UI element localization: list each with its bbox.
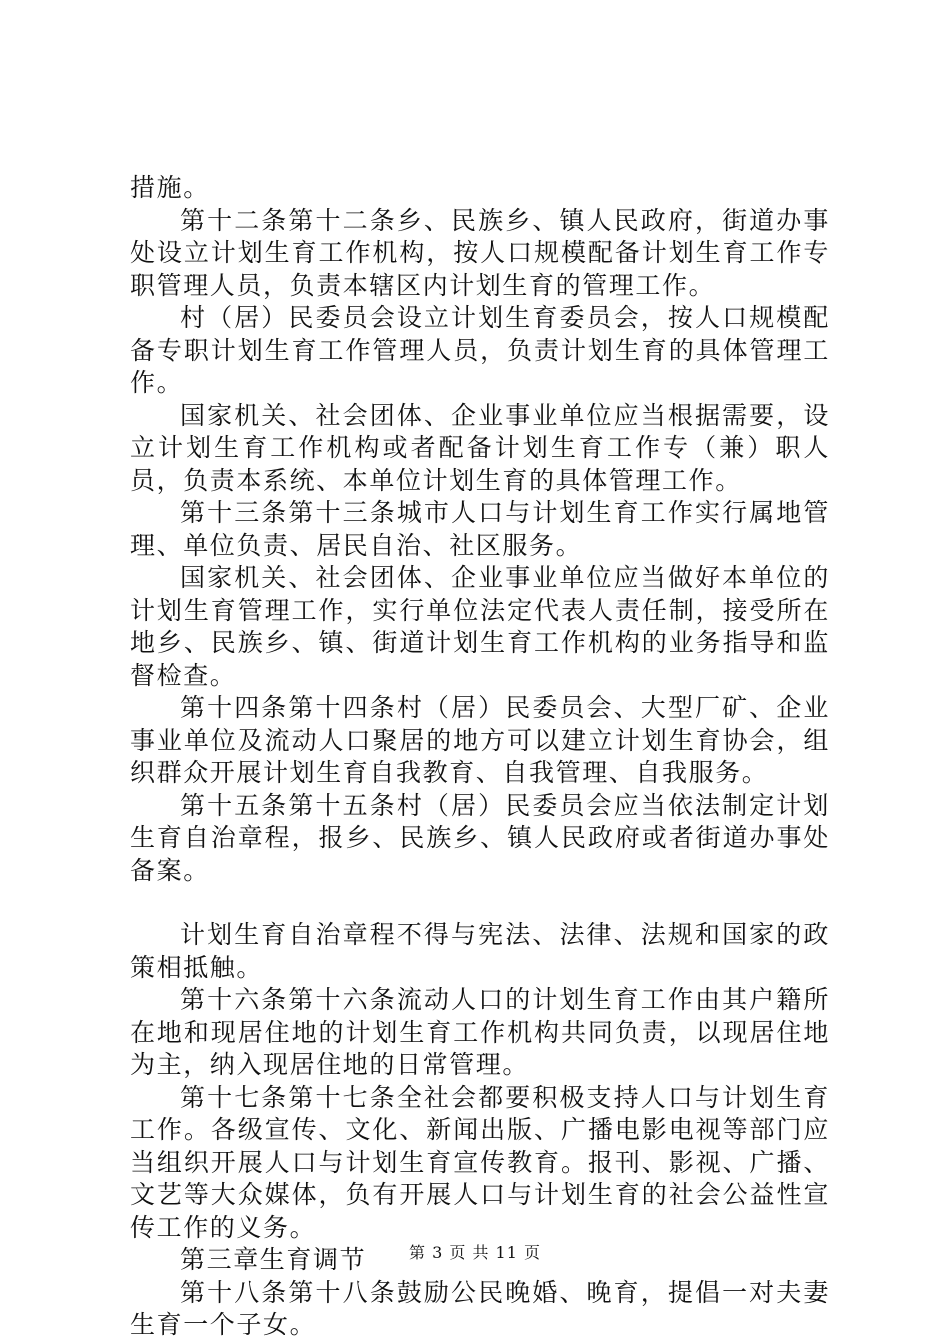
paragraph-article-17: 第十七条第十七条全社会都要积极支持人口与计划生育工作。各级宣传、文化、新闻出版、广播电影电视等部门应当组织开展人口与计划生育宣传教育。报刊、影视、广播、文艺等大众媒体，负有开展人口与计划生育的社会公益性宣传工作的义务。 [130,1082,830,1242]
paragraph-autonomy-charter: 计划生育自治章程不得与宪法、法律、法规和国家的政策相抵触。 [130,920,830,982]
paragraph-measures: 措施。 [130,173,210,202]
paragraph-article-16: 第十六条第十六条流动人口的计划生育工作由其户籍所在地和现居住地的计划生育工作机构共同负责，以现居住地为主，纳入现居住地的日常管理。 [130,985,830,1079]
document-body [130,172,830,1342]
paragraph-village-committee: 村（居）民委员会设立计划生育委员会，按人口规模配备专职计划生育工作管理人员，负责计划生育的具体管理工作。 [130,303,830,397]
paragraph-article-13: 第十三条第十三条城市人口与计划生育工作实行属地管理、单位负责、居民自治、社区服务。 [130,498,830,560]
paragraph-article-15: 第十五条第十五条村（居）民委员会应当依法制定计划生育自治章程，报乡、民族乡、镇人民政府或者街道办事处备案。 [130,790,830,885]
paragraph-article-14: 第十四条第十四条村（居）民委员会、大型厂矿、企业事业单位及流动人口聚居的地方可以建立计划生育协会，组织群众开展计划生育自我教育、自我管理、自我服务。 [130,693,830,787]
paragraph-article-12: 第十二条第十二条乡、民族乡、镇人民政府，街道办事处设立计划生育工作机构，按人口规模配备计划生育工作专职管理人员，负责本辖区内计划生育的管理工作。 [130,205,830,300]
chapter-heading: 第三章生育调节 [180,1245,367,1274]
paragraph-state-organs: 国家机关、社会团体、企业事业单位应当根据需要，设立计划生育工作机构或者配备计划生育工作专（兼）职人员，负责本系统、本单位计划生育的具体管理工作。 [130,400,830,495]
paragraph-unit-responsibility: 国家机关、社会团体、企业事业单位应当做好本单位的计划生育管理工作，实行单位法定代表人责任制，接受所在地乡、民族乡、镇、街道计划生育工作机构的业务指导和监督检查。 [130,563,830,690]
page-number-footer: 第 3 页 共 11 页 [409,1243,541,1262]
paragraph-article-18: 第十八条第十八条鼓励公民晚婚、晚育，提倡一对夫妻生育一个子女。 [130,1277,830,1339]
